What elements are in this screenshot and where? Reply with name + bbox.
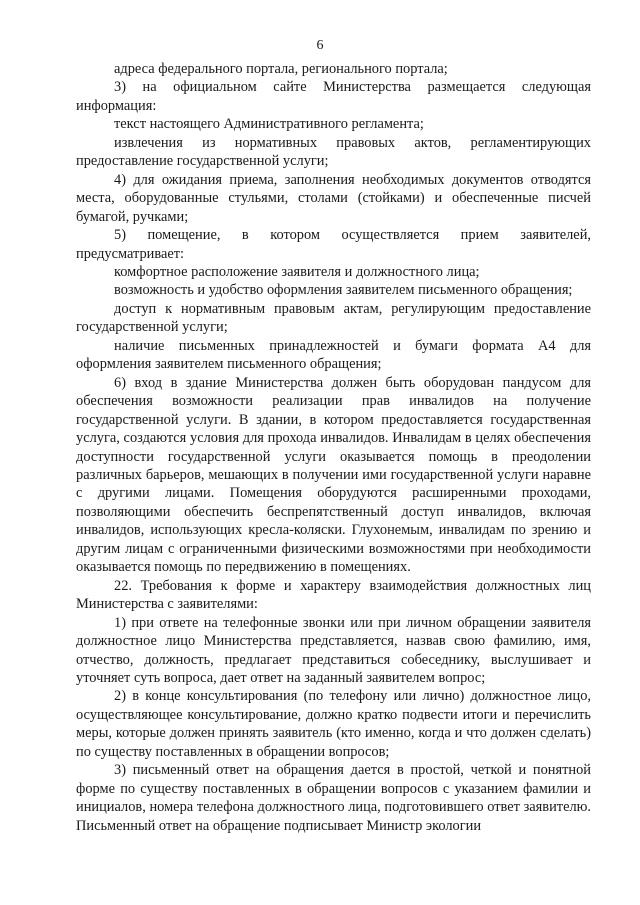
paragraph-writing-materials: наличие письменных принадлежностей и бумаги формата А4 для оформления заявителем письменного обращения; [76,337,591,373]
page-number: 6 [316,38,324,53]
paragraph-legal-extracts: извлечения из нормативных правовых актов, регламентирующих предоставление государственной услуги; [76,134,591,170]
paragraph-item-4-waiting-areas: 4) для ожидания приема, заполнения необходимых документов отводятся места, оборудованные стульями, столами (стойками) и обеспеченные писчей бумагой, ручками; [76,171,591,225]
paragraph-written-appeal: возможность и удобство оформления заявителем письменного обращения; [114,282,573,299]
paragraph-item-5-reception-room: 5) помещение, в котором осуществляется прием заявителей, предусматривает: [76,227,591,262]
document-body [76,60,591,835]
paragraph-item-2-consultation-end: 2) в конце консультирования (по телефону или лично) должностное лицо, осуществляющее консультирование, должно кратко подвести итоги и перечислить меры, которые должен принять заявитель (кто именно, когда и что должен сделать) по существу поставленных в обращении вопросов; [76,688,591,760]
paragraph-item-1-phone-calls: 1) при ответе на телефонные звонки или при личном обращении заявителя должностное лицо Министерства представляется, назвав свою фамилию, имя, отчество, должность, предлагает представиться собеседнику, выслушивает и уточняет суть вопроса, дает ответ на заданный заявителем вопрос; [76,614,591,686]
paragraph-item-3-website: 3) на официальном сайте Министерства размещается следующая информация: [76,79,591,114]
paragraph-item-3-written-answer: 3) письменный ответ на обращения дается в простой, четкой и понятной форме по существу поставленных в обращении вопросов с указанием фамилии и инициалов, номера телефона должностного лица, подготовившего ответ заявителю. Письменный ответ на обращение подписывает Министр экологии [76,762,591,834]
paragraph-regulation-text: текст настоящего Административного регламента; [114,116,424,133]
paragraph-item-6-accessibility: 6) вход в здание Министерства должен быть оборудован пандусом для обеспечения возможности реализации прав инвалидов на получение государственной услуги. В здании, в котором предоставляется государственная услуга, создаются условия для прохода инвалидов. Инвалидам в целях обеспечения доступности государственной услуги оказывается помощь в преодолении различных барьеров, мешающих в получении ими государственной услуги наравне с другими лицами. Помещения оборудуются расширенными проходами, позволяющими обеспечить беспрепятственный доступ инвалидов, включая инвалидов, использующих кресла-коляски. Глухонемым, инвалидам по зрению и другим лицам с ограниченными физическими возможностями при необходимости оказывается помощь по передвижению в помещениях. [76,374,591,576]
paragraph-section-22: 22. Требования к форме и характеру взаимодействия должностных лиц Министерства с заявителями: [76,577,591,613]
paragraph-portal-addresses: адреса федерального портала, регионального портала; [114,61,448,77]
paragraph-access-legal-acts: доступ к нормативным правовым актам, регулирующим предоставление государственной услуги; [76,300,591,336]
paragraph-comfortable-layout: комфортное расположение заявителя и должностного лица; [114,263,480,280]
